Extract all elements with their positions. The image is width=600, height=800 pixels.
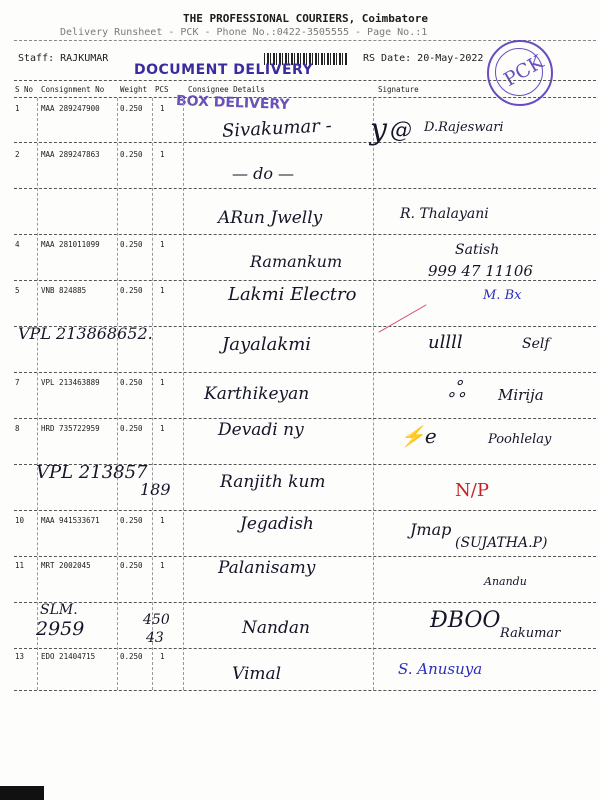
consignee-handwritten-name: Jayalakmi <box>222 334 312 355</box>
consignee-handwritten-name: Ramankum <box>250 252 343 271</box>
document-delivery-stamp: DOCUMENT DELIVERY <box>134 62 314 78</box>
row-weight: 0.250 <box>120 378 143 387</box>
signature-scribble: ஃ <box>448 378 466 403</box>
handwritten-consignment: 189 <box>140 480 171 499</box>
consignee-handwritten-name: Jegadish <box>240 514 314 534</box>
seal-text: PCK <box>500 51 548 91</box>
box-delivery-stamp: BOX DELIVERY <box>175 93 290 113</box>
company-title: THE PROFESSIONAL COURIERS, Coimbatore <box>183 12 429 25</box>
row-pcs: 1 <box>160 652 165 661</box>
consignee-handwritten-name: Lakmi Electro <box>228 284 357 305</box>
col-weight: Weight <box>120 85 148 94</box>
col-sno: S No <box>15 85 34 94</box>
receiver-signature: M. Bx <box>483 288 522 303</box>
handwritten-consignment: 450 <box>143 612 170 628</box>
row-sno: 13 <box>15 652 25 661</box>
consignee-handwritten-name: Palanisamy <box>218 558 316 578</box>
not-present-mark: N/P <box>455 480 489 501</box>
signature-scribble: ⚡e <box>400 424 437 448</box>
receiver-signature: (SUJATHA.P) <box>455 535 548 551</box>
runsheet-subline: Delivery Runsheet - PCK - Phone No.:0422-3505555 - Page No.:1 <box>60 27 428 37</box>
consignee-handwritten-name: ARun Jwelly <box>218 208 323 228</box>
col-consignee: Consignee Details <box>188 85 265 94</box>
signature-scribble: @ <box>390 118 412 143</box>
consignee-handwritten-name: Karthikeyan <box>204 384 310 404</box>
row-consignment: VNB 824885 <box>41 286 87 295</box>
row-consignment: MAA 281011099 <box>41 240 100 249</box>
table-bottom-line <box>14 690 596 691</box>
handwritten-consignment: VPL 213868652. <box>18 324 153 343</box>
row-sno: 2 <box>15 150 20 159</box>
handwritten-consignment: 2959 <box>36 618 85 640</box>
row-divider <box>14 556 596 557</box>
row-divider <box>14 142 596 143</box>
handwritten-consignment: 43 <box>146 630 164 646</box>
row-consignment: EDO 21404715 <box>41 652 96 661</box>
receiver-signature: Self <box>522 336 550 352</box>
row-divider <box>14 602 596 603</box>
row-pcs: 1 <box>160 240 165 249</box>
row-pcs: 1 <box>160 150 165 159</box>
consignee-handwritten-name: Sivakumar - <box>221 115 333 142</box>
handwritten-consignment: SLM. <box>40 602 78 618</box>
receiver-signature: D.Rajeswari <box>424 120 504 135</box>
row-consignment: HRD 735722959 <box>41 424 100 433</box>
row-weight: 0.250 <box>120 516 143 525</box>
receiver-signature: R. Thalayani <box>400 206 489 222</box>
row-sno: 10 <box>15 516 25 525</box>
row-consignment: MAA 289247900 <box>41 104 100 113</box>
row-sno: 8 <box>15 424 20 433</box>
receiver-signature: Poohlelay <box>488 432 552 447</box>
row-pcs: 1 <box>160 561 165 570</box>
columns-top-line <box>14 80 596 81</box>
row-divider <box>14 418 596 419</box>
row-divider <box>14 188 596 189</box>
consignee-handwritten-name: Nandan <box>242 618 310 638</box>
row-sno: 5 <box>15 286 20 295</box>
row-weight: 0.250 <box>120 424 143 433</box>
columns-bottom-line <box>14 97 596 98</box>
row-consignment: MRT 2002045 <box>41 561 91 570</box>
handwritten-consignment: VPL 213857 <box>36 462 148 483</box>
staff-label: Staff: RAJKUMAR <box>18 53 109 64</box>
signature-scribble: Jmap <box>410 520 452 539</box>
signature-scribble: ÐBOO <box>430 608 501 633</box>
row-sno: 1 <box>15 104 20 113</box>
row-divider <box>14 648 596 649</box>
row-weight: 0.250 <box>120 104 143 113</box>
row-pcs: 1 <box>160 286 165 295</box>
receiver-phone: 999 47 11106 <box>428 262 533 280</box>
col-signature: Signature <box>378 85 419 94</box>
row-weight: 0.250 <box>120 286 143 295</box>
row-sno: 11 <box>15 561 25 570</box>
row-pcs: 1 <box>160 104 165 113</box>
row-weight: 0.250 <box>120 240 143 249</box>
row-weight: 0.250 <box>120 652 143 661</box>
row-consignment: MAA 941533671 <box>41 516 100 525</box>
row-consignment: VPL 213463889 <box>41 378 100 387</box>
row-consignment: MAA 289247863 <box>41 150 100 159</box>
signature-scribble: y <box>370 112 387 147</box>
receiver-signature: Anandu <box>484 575 527 588</box>
row-divider <box>14 280 596 281</box>
row-divider <box>14 372 596 373</box>
rs-date: RS Date: 20-May-2022 <box>363 53 484 64</box>
receiver-signature: Mirija <box>498 386 544 404</box>
row-sno: 4 <box>15 240 20 249</box>
signature-scribble: ullll <box>428 332 463 353</box>
consignee-handwritten-name: Ranjith kum <box>220 472 326 492</box>
col-pcs: PCS <box>155 85 169 94</box>
row-weight: 0.250 <box>120 150 143 159</box>
row-sno: 7 <box>15 378 20 387</box>
row-pcs: 1 <box>160 516 165 525</box>
consignee-handwritten-name: — do — <box>232 164 295 183</box>
row-divider <box>14 234 596 235</box>
row-weight: 0.250 <box>120 561 143 570</box>
row-pcs: 1 <box>160 378 165 387</box>
consignee-handwritten-name: Vimal <box>232 664 282 684</box>
red-pen-mark <box>378 304 426 332</box>
receiver-signature: Rakumar <box>500 626 561 641</box>
scan-edge-mark <box>0 786 44 800</box>
receiver-signature: Satish <box>455 242 500 258</box>
receiver-signature: S. Anusuya <box>398 660 483 678</box>
row-pcs: 1 <box>160 424 165 433</box>
row-divider <box>14 510 596 511</box>
col-consignment: Consignment No <box>41 85 105 94</box>
consignee-handwritten-name: Devadi ny <box>218 420 304 440</box>
